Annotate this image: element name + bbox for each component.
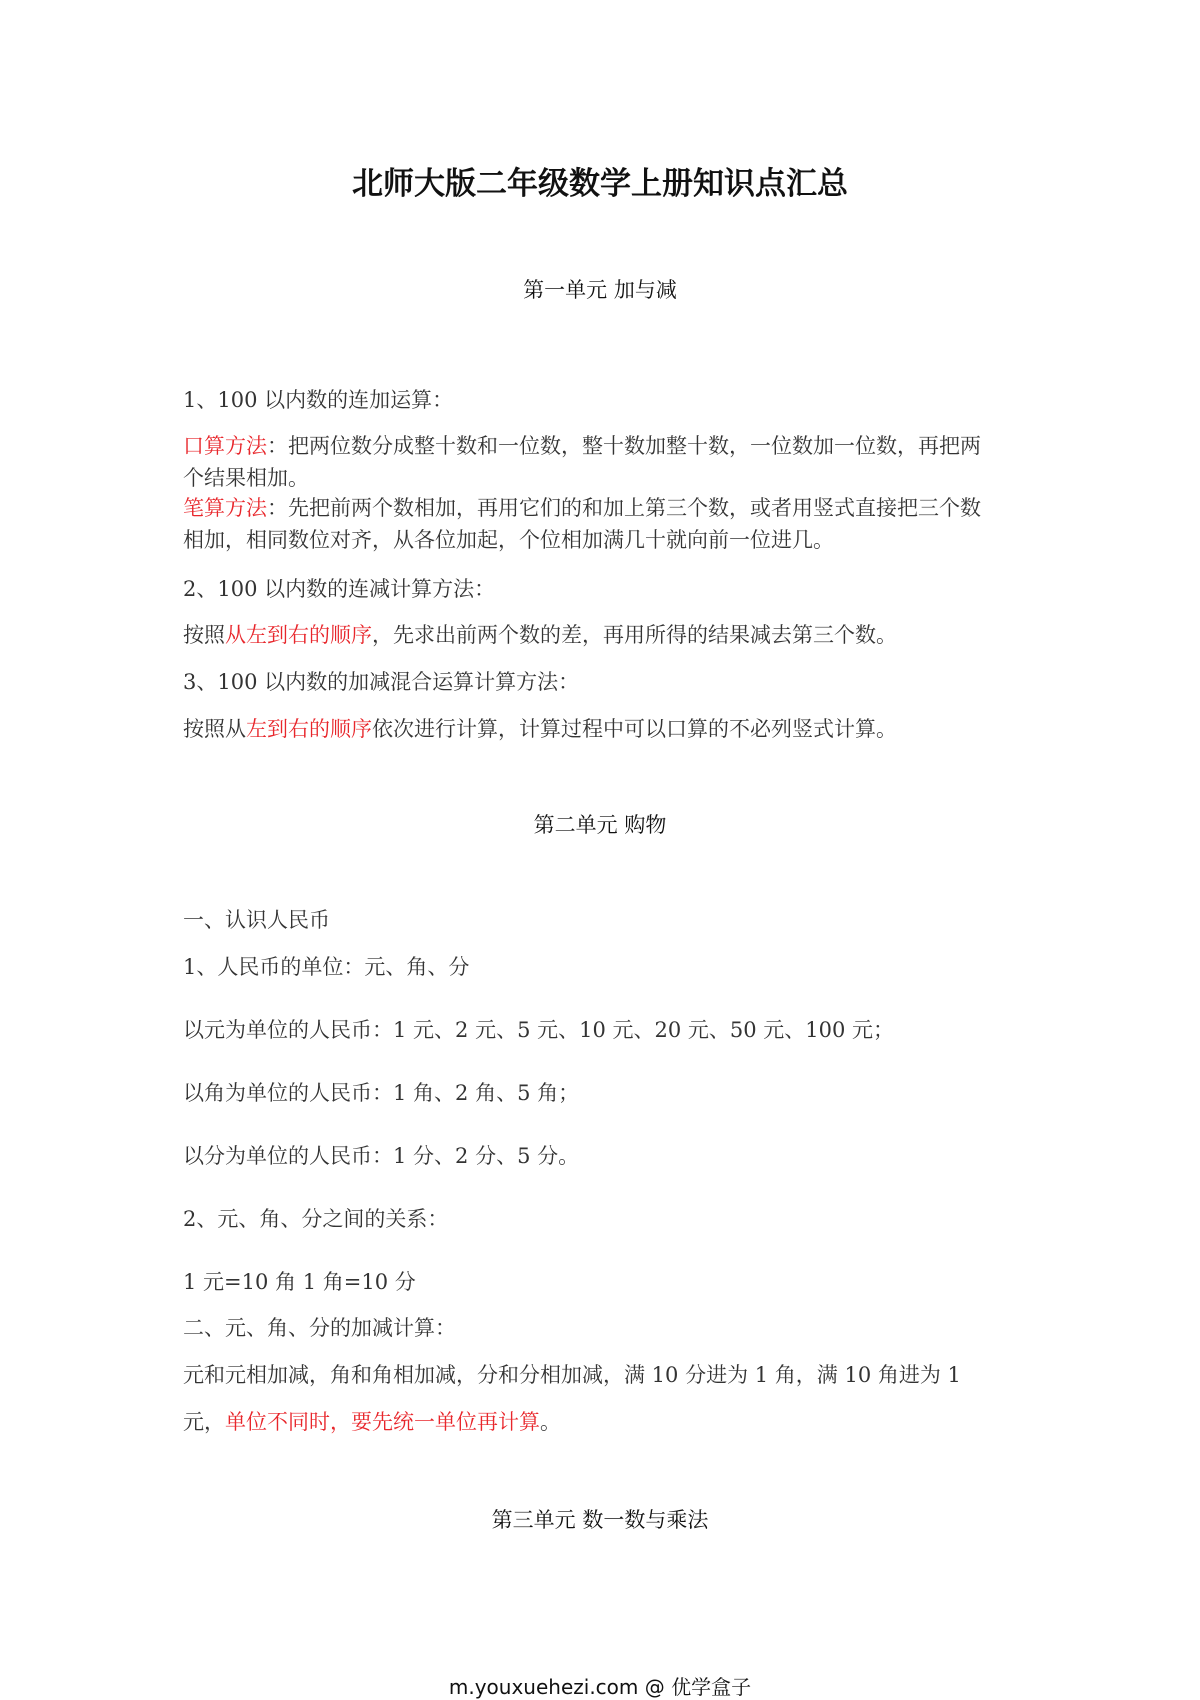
rule-highlight: 单位不同时，要先统一单位再计算: [225, 1410, 540, 1434]
jiao-denominations: 以角为单位的人民币：1 角、2 角、5 角；: [183, 1081, 580, 1105]
oral-method-text: ：把两位数分成整十数和一位数，整十数加整十数，一位数加一位数，再把两: [267, 434, 981, 458]
unit-relation: 1 元=10 角 1 角=10 分: [183, 1270, 416, 1294]
section-1-heading: 1、100 以内数的连加运算：: [183, 388, 454, 412]
rule-post: 。: [540, 1410, 561, 1434]
unit-2-heading: 第二单元 购物: [533, 813, 667, 837]
oral-method-line-2: 个结果相加。: [183, 466, 309, 490]
written-method-line-2: 相加，相同数位对齐，从各位加起，个位相加满几十就向前一位进几。: [183, 528, 834, 552]
written-method-label: 笔算方法: [183, 496, 267, 520]
yuan-denominations: 以元为单位的人民币：1 元、2 元、5 元、10 元、20 元、50 元、100 元；: [183, 1018, 895, 1042]
section-2-pre: 按照: [183, 623, 225, 647]
written-method-text: ：先把前两个数相加，再用它们的和加上第三个数，或者用竖式直接把三个数: [267, 496, 981, 520]
section-3-heading: 3、100 以内数的加减混合运算计算方法：: [183, 670, 580, 694]
page-title: 北师大版二年级数学上册知识点汇总: [352, 166, 848, 202]
written-method-line-1: [183, 492, 981, 524]
unit-2-part-2: 二、元、角、分的加减计算：: [183, 1316, 456, 1340]
unit-2-part-1: 一、认识人民币: [183, 908, 330, 932]
add-sub-rule-line-2: [183, 1406, 561, 1438]
oral-method-line-1: [183, 430, 981, 462]
section-2-body: [183, 619, 897, 651]
section-2-post: ，先求出前两个数的差，再用所得的结果减去第三个数。: [372, 623, 897, 647]
section-3-post: 依次进行计算，计算过程中可以口算的不必列竖式计算。: [372, 717, 897, 741]
unit-2-item-2: 2、元、角、分之间的关系：: [183, 1207, 449, 1231]
rule-pre: 元，: [183, 1410, 225, 1434]
unit-2-item-1: 1、人民币的单位：元、角、分: [183, 955, 470, 979]
section-2-heading: 2、100 以内数的连减计算方法：: [183, 577, 496, 601]
footer-watermark: m.youxuehezi.com @ 优学盒子: [448, 1675, 752, 1699]
section-3-body: [183, 713, 897, 745]
fen-denominations: 以分为单位的人民币：1 分、2 分、5 分。: [183, 1144, 580, 1168]
oral-method-label: 口算方法: [183, 434, 267, 458]
add-sub-rule-line-1: 元和元相加减，角和角相加减，分和分相加减，满 10 分进为 1 角，满 10 角进为 1: [183, 1363, 961, 1387]
unit-1-heading: 第一单元 加与减: [523, 278, 677, 302]
section-3-highlight: 左到右的顺序: [246, 717, 372, 741]
section-2-highlight: 从左到右的顺序: [225, 623, 372, 647]
section-3-pre: 按照从: [183, 717, 246, 741]
unit-3-heading: 第三单元 数一数与乘法: [491, 1508, 709, 1532]
